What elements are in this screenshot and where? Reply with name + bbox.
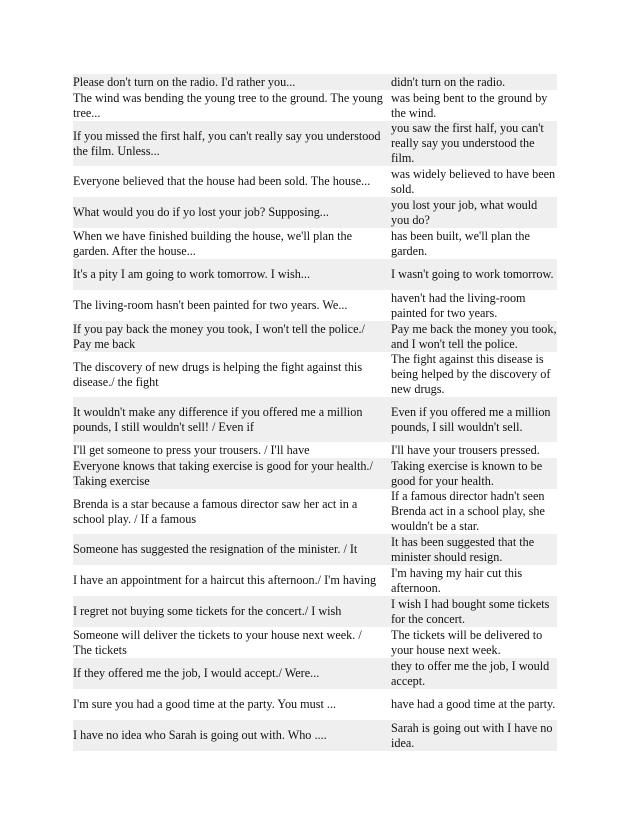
answer-cell: It has been suggested that the minister should resign.: [391, 534, 535, 564]
question-cell: If you pay back the money you took, I won't tell the police./ Pay me back: [73, 321, 365, 351]
question-cell: The living-room hasn't been painted for two years. We...: [73, 298, 348, 313]
answer-cell: they to offer me the job, I would accept.: [391, 658, 550, 688]
answer-cell: The fight against this disease is being helped by the discovery of new drugs.: [391, 352, 551, 396]
table-row: [73, 74, 557, 90]
answer-cell: was being bent to the ground by the wind.: [391, 90, 548, 120]
answer-cell: Even if you offered me a million pounds, I sill wouldn't sell.: [391, 404, 551, 434]
question-cell: Everyone knows that taking exercise is good for your health./ Taking exercise: [73, 458, 373, 488]
exercise-table: [73, 74, 557, 751]
answer-cell: The tickets will be delivered to your house next week.: [391, 627, 543, 657]
answer-cell: was widely believed to have been sold.: [391, 166, 556, 196]
question-cell: It's a pity I am going to work tomorrow. I wish...: [73, 267, 311, 282]
question-cell: When we have finished building the house, we'll plan the garden. After the house...: [73, 228, 353, 258]
question-cell: The wind was bending the young tree to the ground. The young tree...: [73, 90, 383, 120]
answer-cell: I wish I had bought some tickets for the concert.: [391, 596, 550, 626]
answer-cell: you lost your job, what would you do?: [391, 197, 538, 227]
question-cell: I'll get someone to press your trousers. / I'll have: [73, 442, 310, 457]
answer-cell: I'll have your trousers pressed.: [391, 442, 540, 457]
table-row: [73, 720, 557, 751]
table-row: [73, 534, 557, 565]
table-row: [73, 259, 557, 290]
answer-cell: haven't had the living-room painted for two years.: [391, 290, 526, 320]
answer-cell: I'm having my hair cut this afternoon.: [391, 565, 523, 595]
question-cell: Someone will deliver the tickets to your house next week. / The tickets: [73, 627, 362, 657]
table-row: [73, 489, 557, 534]
table-row: [73, 442, 557, 458]
table-row: [73, 658, 557, 689]
question-cell: I'm sure you had a good time at the party. You must ...: [73, 697, 337, 712]
table-row: [73, 197, 557, 228]
question-cell: Please don't turn on the radio. I'd rather you...: [73, 74, 296, 89]
table-row: [73, 689, 557, 720]
answer-cell: If a famous director hadn't seen Brenda act in a school play, she wouldn't be a star.: [391, 489, 545, 533]
question-cell: What would you do if yo lost your job? Supposing...: [73, 205, 329, 220]
question-cell: If you missed the first half, you can't really say you understood the film. Unless...: [73, 128, 381, 158]
answer-cell: has been built, we'll plan the garden.: [391, 228, 530, 258]
answer-cell: you saw the first half, you can't really say you understood the film.: [391, 121, 544, 165]
table-row: [73, 228, 557, 259]
question-cell: I regret not buying some tickets for the concert./ I wish: [73, 604, 342, 619]
answer-cell: I wasn't going to work tomorrow.: [391, 267, 554, 282]
question-cell: I have an appointment for a haircut this afternoon./ I'm having: [73, 573, 377, 588]
question-cell: Everyone believed that the house had been sold. The house...: [73, 174, 371, 189]
answer-cell: didn't turn on the radio.: [391, 74, 506, 89]
table-row: [73, 627, 557, 658]
table-row: [73, 290, 557, 321]
answer-cell: have had a good time at the party.: [391, 697, 556, 712]
table-row: [73, 121, 557, 166]
table-row: [73, 565, 557, 596]
table-row: [73, 352, 557, 397]
answer-cell: Pay me back the money you took, and I won't tell the police.: [391, 321, 557, 351]
answer-cell: Sarah is going out with I have no idea.: [391, 720, 553, 750]
question-cell: I have no idea who Sarah is going out with. Who ....: [73, 728, 327, 743]
question-cell: Brenda is a star because a famous director saw her act in a school play. / If a famous: [73, 496, 358, 526]
table-row: [73, 321, 557, 352]
table-row: [73, 90, 557, 121]
table-row: [73, 397, 557, 442]
table-row: [73, 458, 557, 489]
answer-cell: Taking exercise is known to be good for your health.: [391, 458, 543, 488]
question-cell: If they offered me the job, I would accept./ Were...: [73, 666, 320, 681]
table-row: [73, 596, 557, 627]
table-row: [73, 166, 557, 197]
question-cell: The discovery of new drugs is helping the fight against this disease./ the fight: [73, 359, 363, 389]
question-cell: Someone has suggested the resignation of the minister. / It: [73, 542, 358, 557]
question-cell: It wouldn't make any difference if you offered me a million pounds, I still wouldn't sell! / Even if: [73, 404, 363, 434]
